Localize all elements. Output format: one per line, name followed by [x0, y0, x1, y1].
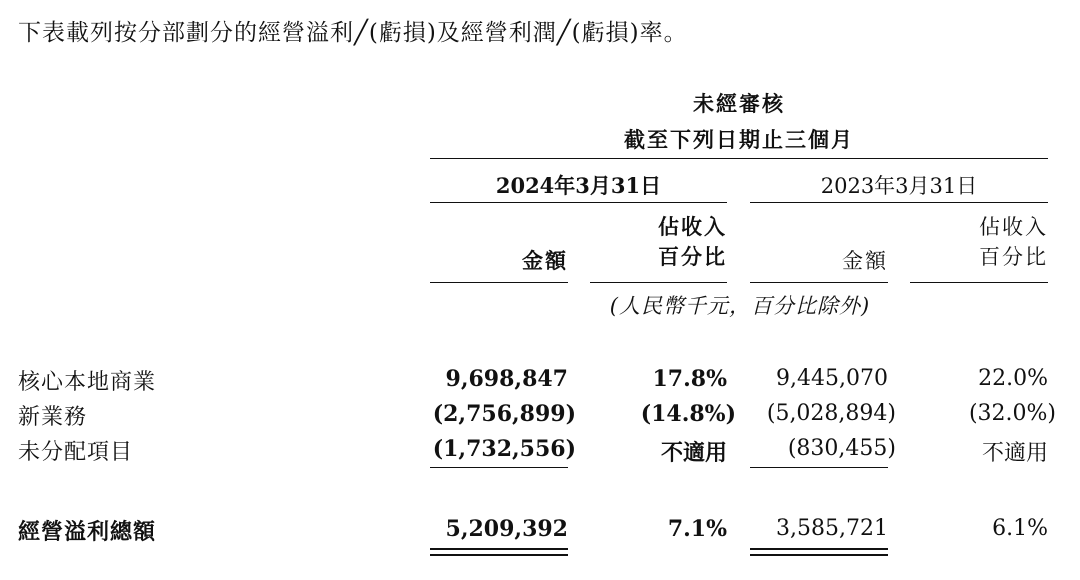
audit-status: 未經審核 — [693, 91, 785, 116]
col-rule-4 — [910, 282, 1048, 283]
row-new-amt-2023: (5,028,894) — [766, 401, 896, 426]
total-double-rule-2023 — [750, 548, 888, 556]
intro-text: 下表載列按分部劃分的經營溢利╱(虧損)及經營利潤╱(虧損)率。 — [18, 20, 688, 46]
row-unalloc-pct-2023: 不適用 — [981, 441, 1048, 466]
row-unalloc-amt-2024: (1,732,556) — [432, 436, 576, 462]
row-label-new: 新業務 — [18, 405, 88, 430]
period-label: 截至下列日期止三個月 — [624, 127, 854, 152]
total-pct-2023: 6.1% — [992, 516, 1048, 541]
row-new-pct-2024: (14.8%) — [640, 401, 736, 427]
row-core-pct-2024: 17.8% — [652, 366, 727, 392]
amount-header-2023: 金額 — [842, 249, 888, 273]
total-amt-2023: 3,585,721 — [776, 516, 888, 541]
row-core-amt-2023: 9,445,070 — [776, 366, 888, 391]
row-unalloc-pct-2024: 不適用 — [660, 440, 727, 466]
row-unalloc-amt-2023: (830,455) — [787, 436, 896, 461]
col-rule-2 — [590, 282, 727, 283]
total-pct-2024: 7.1% — [667, 516, 727, 542]
amount-header-2024: 金額 — [522, 248, 568, 273]
col-rule-1 — [430, 282, 568, 283]
date-prior-rule — [750, 202, 1048, 203]
subtotal-rule-2024 — [430, 467, 568, 468]
pct-header-2023-line2: 百分比 — [979, 245, 1048, 269]
date-current-rule — [430, 202, 727, 203]
row-label-unallocated: 未分配項目 — [18, 440, 134, 465]
row-core-amt-2024: 9,698,847 — [445, 366, 568, 392]
date-prior: 2023年3月31日 — [820, 174, 978, 198]
pct-header-2023-line1: 佔收入 — [979, 215, 1048, 239]
row-core-pct-2023: 22.0% — [978, 366, 1048, 391]
pct-header-2023 — [910, 212, 1048, 272]
subtotal-rule-2023 — [750, 467, 888, 468]
pct-header-2024 — [590, 212, 727, 272]
total-amt-2024: 5,209,392 — [445, 516, 568, 542]
row-label-core: 核心本地商業 — [18, 370, 157, 395]
col-rule-3 — [750, 282, 888, 283]
pct-header-2024-line1: 佔收入 — [658, 214, 727, 239]
date-current: 2024年3月31日 — [495, 173, 662, 198]
row-new-pct-2023: (32.0%) — [968, 401, 1056, 426]
row-new-amt-2024: (2,756,899) — [432, 401, 576, 427]
header-rule — [430, 158, 1048, 159]
pct-header-2024-line2: 百分比 — [658, 244, 727, 269]
total-double-rule-2024 — [430, 548, 568, 556]
total-label: 經營溢利總額 — [18, 519, 157, 545]
unit-note: (人民幣千元，百分比除外) — [609, 294, 871, 318]
